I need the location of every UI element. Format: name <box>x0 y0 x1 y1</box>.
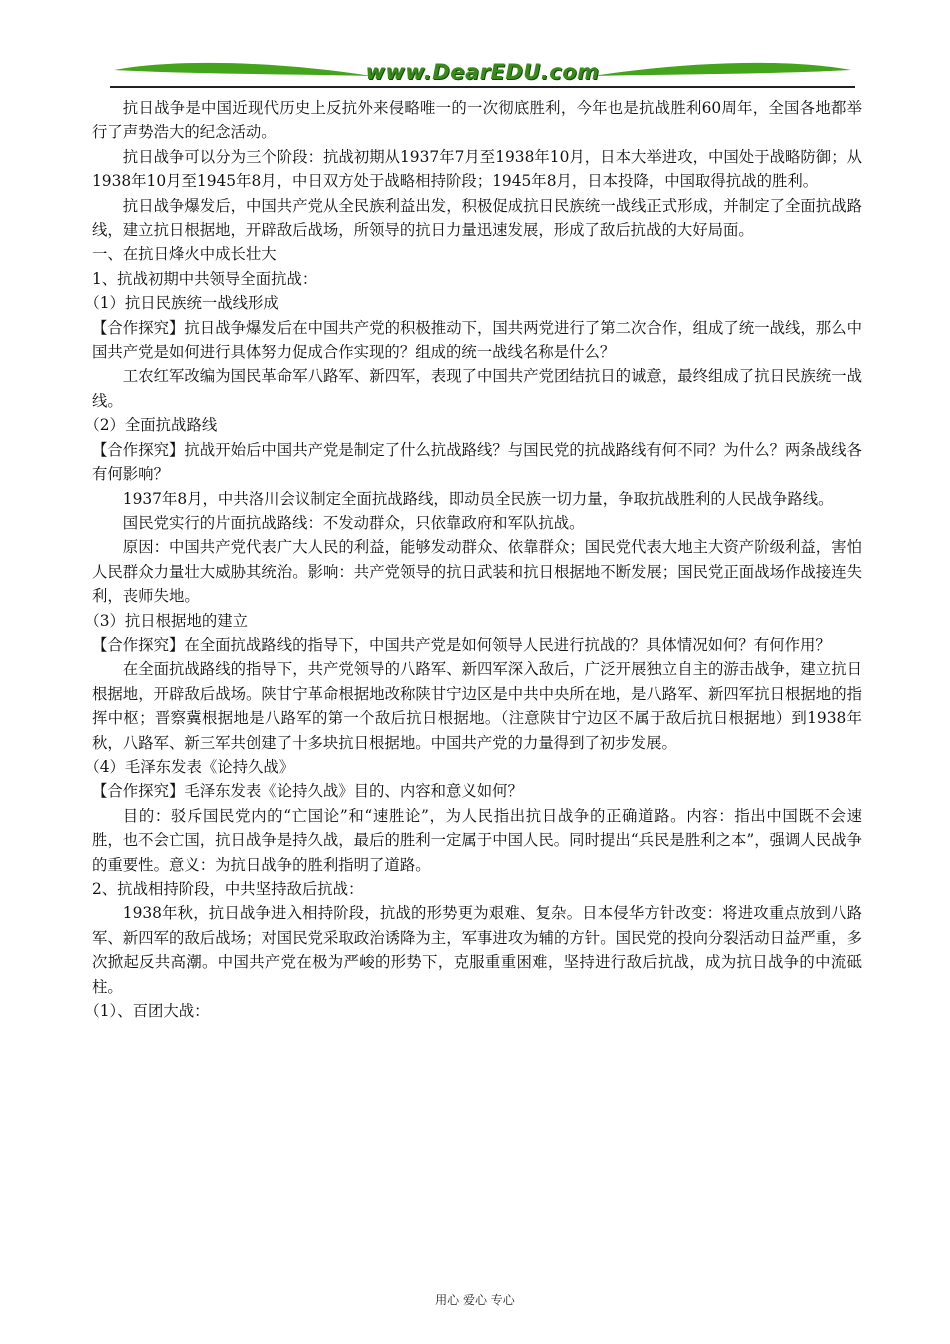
section-heading: 1、抗战初期中共领导全面抗战： <box>92 269 318 288</box>
body-paragraph: 1937年8月，中共洛川会议制定全面抗战路线，即动员全民族一切力量，争取抗战胜利的人民战争路线。 <box>122 489 834 508</box>
body-paragraph: 目的：驳斥国民党内的“亡国论”和“速胜论”，为人民指出抗日战争的正确道路。内容：指出中国既不会速胜，也不会亡国，抗日战争是持久战，最后的胜利一定属于中国人民。同时提出“兵民是胜利之本”，强调人民战争的重要性。意义：为抗日战争的胜利指明了道路。 <box>92 806 862 874</box>
section-heading: 【合作探究】毛泽东发表《论持久战》目的、内容和意义如何？ <box>92 782 523 801</box>
page-header <box>110 56 855 92</box>
site-logo-text: www.DearEDU.com <box>365 60 600 84</box>
section-heading: 2、抗战相持阶段，中共坚持敌后抗战： <box>92 880 364 898</box>
header-divider <box>110 86 855 88</box>
body-paragraph: 抗日战争可以分为三个阶段：抗战初期从1937年7月至1938年10月，日本大举进攻，中国处于战略防御；从1938年10月至1945年8月，中日双方处于战略相持阶段；1945年8月，日本投降，中国取得抗战的胜利。 <box>92 147 862 191</box>
page-footer: 用心 爱心 专心 <box>435 1293 515 1307</box>
section-heading: （1）、百团大战： <box>84 1002 210 1021</box>
body-paragraph: 原因：中国共产党代表广大人民的利益，能够发动群众、依靠群众；国民党代表大地主大资产阶级利益，害怕人民群众力量壮大威胁其统治。影响：共产党领导的抗日武装和抗日根据地不断发展；国民党正面战场作战接连失利，丧师失地。 <box>92 538 862 606</box>
section-heading: （2）全面抗战路线 <box>84 416 218 435</box>
section-heading: 【合作探究】在全面抗战路线的指导下，中国共产党是如何领导人民进行抗战的？具体情况如何？有何作用？ <box>92 635 831 654</box>
section-heading: （1）抗日民族统一战线形成 <box>84 294 279 313</box>
body-paragraph: 抗日战争是中国近现代历史上反抗外来侵略唯一的一次彻底胜利，今年也是抗战胜利60周年，全国各地都举行了声势浩大的纪念活动。 <box>92 99 862 142</box>
document-body <box>84 96 862 1023</box>
section-heading: （4）毛泽东发表《论持久战》 <box>84 757 295 776</box>
section-heading: 一、在抗日烽火中成长壮大 <box>92 245 277 264</box>
body-paragraph: 国民党实行的片面抗战路线：不发动群众，只依靠政府和军队抗战。 <box>122 513 585 532</box>
body-paragraph: 在全面抗战路线的指导下，共产党领导的八路军、新四军深入敌后，广泛开展独立自主的游击战争，建立抗日根据地，开辟敌后战场。陕甘宁革命根据地改称陕甘宁边区是中共中央所在地，是八路军、新四军抗日根据地的指挥中枢；晋察冀根据地是八路军的第一个敌后抗日根据地。（注意陕甘宁边区不属于敌后抗日根据地）到1938年秋，八路军、新三军共创建了十多块抗日根据地。中国共产党的力量得到了初步发展。 <box>92 660 862 752</box>
body-paragraph: 工农红军改编为国民革命军八路军、新四军，表现了中国共产党团结抗日的诚意，最终组成了抗日民族统一战线。 <box>92 367 862 410</box>
section-heading: （3）抗日根据地的建立 <box>84 611 249 630</box>
section-heading: 【合作探究】抗日战争爆发后在中国共产党的积极推动下，国共两党进行了第二次合作，组成了统一战线，那么中国共产党是如何进行具体努力促成合作实现的？组成的统一战线名称是什么？ <box>92 318 862 362</box>
body-paragraph: 抗日战争爆发后，中国共产党从全民族利益出发，积极促成抗日民族统一战线正式形成，并制定了全面抗战路线，建立抗日根据地，开辟敌后战场，所领导的抗日力量迅速发展，形成了敌后抗战的大好局面。 <box>92 196 862 240</box>
body-paragraph: 1938年秋，抗日战争进入相持阶段，抗战的形势更为艰难、复杂。日本侵华方针改变：将进攻重点放到八路军、新四军的敌后战场；对国民党采取政治诱降为主，军事进攻为辅的方针。国民党的投向分裂活动日益严重，多次掀起反共高潮。中国共产党在极为严峻的形势下，克服重重困难，坚持进行敌后抗战，成为抗日战争的中流砥柱。 <box>92 904 862 996</box>
section-heading: 【合作探究】抗战开始后中国共产党是制定了什么抗战路线？与国民党的抗战路线有何不同？为什么？两条战线各有何影响？ <box>92 440 862 484</box>
